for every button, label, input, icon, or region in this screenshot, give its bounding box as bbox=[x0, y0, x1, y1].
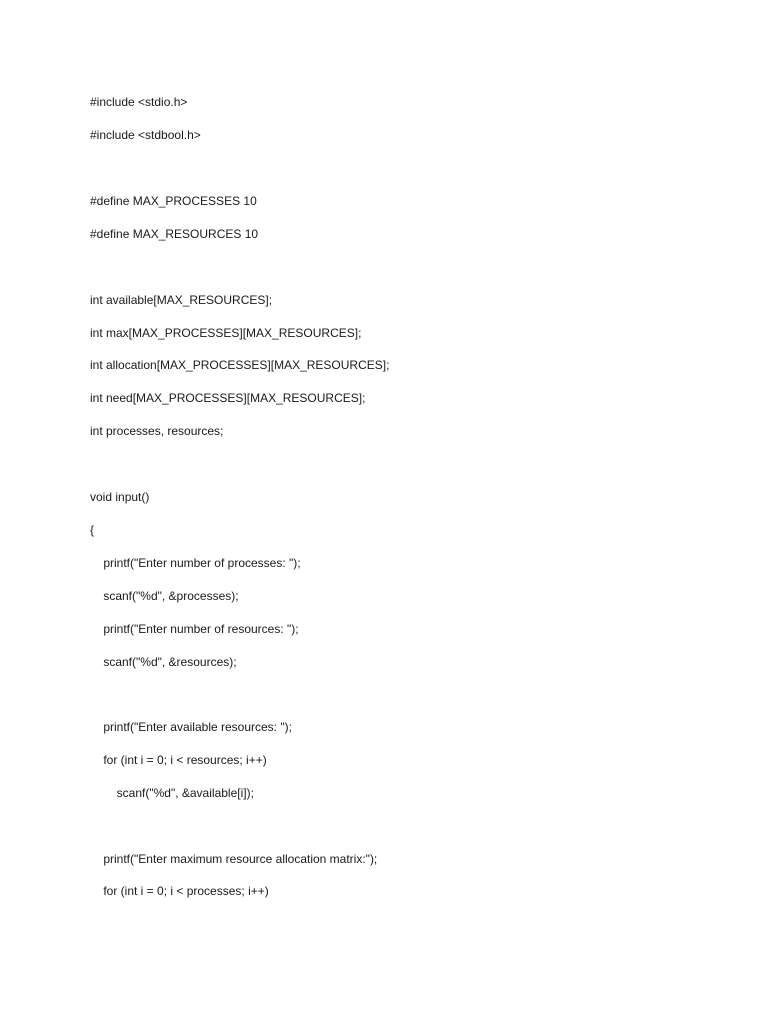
code-line: for (int i = 0; i < processes; i++) bbox=[90, 884, 269, 898]
code-line: #define MAX_PROCESSES 10 bbox=[90, 194, 257, 208]
code-line: for (int i = 0; i < resources; i++) bbox=[90, 753, 267, 767]
code-line: int processes, resources; bbox=[90, 424, 224, 438]
code-line: int need[MAX_PROCESSES][MAX_RESOURCES]; bbox=[90, 391, 366, 405]
code-line: scanf("%d", &available[i]); bbox=[90, 786, 254, 800]
code-line: printf("Enter number of processes: "); bbox=[90, 556, 301, 570]
code-line: int allocation[MAX_PROCESSES][MAX_RESOURCES]; bbox=[90, 358, 390, 372]
code-line: printf("Enter available resources: "); bbox=[90, 720, 292, 734]
code-line: { bbox=[90, 523, 95, 537]
code-line: void input() bbox=[90, 490, 150, 504]
code-line: printf("Enter maximum resource allocation matrix:"); bbox=[90, 852, 378, 866]
code-line: #include <stdbool.h> bbox=[90, 128, 201, 142]
code-line: scanf("%d", &processes); bbox=[90, 589, 239, 603]
code-line: int available[MAX_RESOURCES]; bbox=[90, 293, 273, 307]
code-line: #define MAX_RESOURCES 10 bbox=[90, 227, 259, 241]
code-line: scanf("%d", &resources); bbox=[90, 655, 237, 669]
code-line: int max[MAX_PROCESSES][MAX_RESOURCES]; bbox=[90, 326, 362, 340]
code-line: printf("Enter number of resources: "); bbox=[90, 622, 299, 636]
code-line: #include <stdio.h> bbox=[90, 95, 188, 109]
